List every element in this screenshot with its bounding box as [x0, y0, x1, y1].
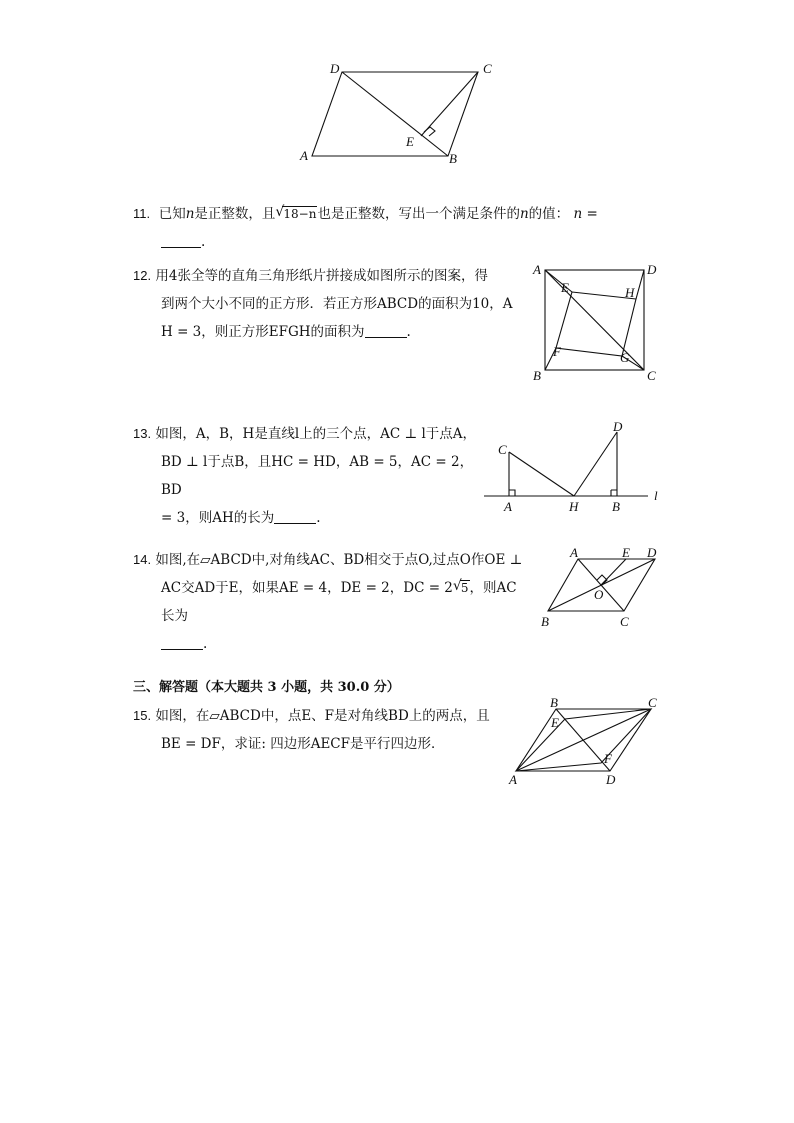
- text: 如图，A，B，H是直线l上的三个点，AC ⊥ l于点A，: [155, 426, 477, 442]
- label-c: C: [620, 614, 629, 629]
- label-b: B: [449, 151, 457, 166]
- label-a: A: [570, 545, 578, 560]
- label-d: D: [330, 61, 340, 76]
- label-d: D: [613, 419, 623, 434]
- var-n: n: [185, 206, 195, 222]
- label-a: A: [504, 499, 512, 514]
- text: 如图，在▱ABCD中，点E、F是对角线BD上的两点，且: [155, 708, 490, 724]
- label-e: E: [551, 715, 559, 730]
- question-number: 13.: [133, 426, 152, 441]
- question-13-line3: = 3，则AH的长为 .: [161, 510, 321, 526]
- sqrt-content: 18−n: [283, 207, 317, 221]
- text: H = 3，则正方形EFGH的面积为: [161, 324, 365, 340]
- section-heading: 三、解答题（本大题共 3 小题，共 30.0 分）: [133, 680, 400, 695]
- text: 用4张全等的直角三角形纸片拼接成如图所示的图案，得: [155, 268, 488, 284]
- label-a: A: [533, 262, 541, 277]
- text: 是正整数，且: [194, 206, 276, 222]
- var-n: n: [519, 206, 529, 222]
- sqrt-icon: √: [275, 204, 285, 220]
- label-a: A: [300, 148, 308, 163]
- label-b: B: [533, 368, 541, 383]
- sqrt-content: 5: [460, 581, 469, 595]
- question-number: 15.: [133, 708, 152, 723]
- question-number: 11.: [133, 206, 151, 221]
- label-b: B: [550, 695, 558, 710]
- label-f: F: [604, 751, 612, 766]
- label-d: D: [647, 545, 657, 560]
- text: ，则AC长为: [161, 580, 517, 624]
- label-a: A: [509, 772, 517, 787]
- text: 如图,在▱ABCD中,对角线AC、BD相交于点O,过点O作OE ⊥: [155, 552, 523, 568]
- label-b: B: [541, 614, 549, 629]
- label-c: C: [483, 61, 492, 76]
- label-e: E: [561, 280, 569, 295]
- text: AC交AD于E，如果AE = 4，DE = 2，DC = 2: [161, 580, 453, 596]
- text: 到两个大小不同的正方形．若正方形ABCD的面积为10，A: [161, 296, 513, 312]
- label-h: H: [625, 285, 635, 300]
- question-14-line3: .: [133, 630, 523, 658]
- question-11-line2: .: [133, 228, 613, 256]
- question-12-line3: H = 3，则正方形EFGH的面积为 .: [161, 324, 411, 340]
- label-h: H: [569, 499, 579, 514]
- label-l: l: [654, 488, 658, 503]
- label-d: D: [606, 772, 616, 787]
- label-c: C: [648, 695, 657, 710]
- text: BD ⊥ l于点B，且HC = HD，AB = 5，AC = 2，BD: [161, 454, 474, 498]
- text: 已知: [158, 206, 186, 222]
- label-o: O: [594, 587, 604, 602]
- text: 也是正整数，写出一个满足条件的: [317, 206, 520, 222]
- label-d: D: [647, 262, 657, 277]
- text: = 3，则AH的长为: [161, 510, 275, 526]
- question-number: 12.: [133, 268, 152, 283]
- sqrt-icon: √: [452, 578, 462, 594]
- label-e: E: [406, 134, 414, 149]
- label-c: C: [647, 368, 656, 383]
- question-number: 14.: [133, 552, 152, 567]
- text: 的值：: [528, 206, 570, 222]
- label-b: B: [612, 499, 620, 514]
- label-e: E: [622, 545, 630, 560]
- label-g: G: [620, 350, 630, 365]
- label-f: F: [553, 344, 561, 359]
- label-c: C: [498, 442, 507, 457]
- text: BE = DF，求证: 四边形AECF是平行四边形．: [161, 736, 445, 752]
- equation-n: n =: [573, 206, 598, 222]
